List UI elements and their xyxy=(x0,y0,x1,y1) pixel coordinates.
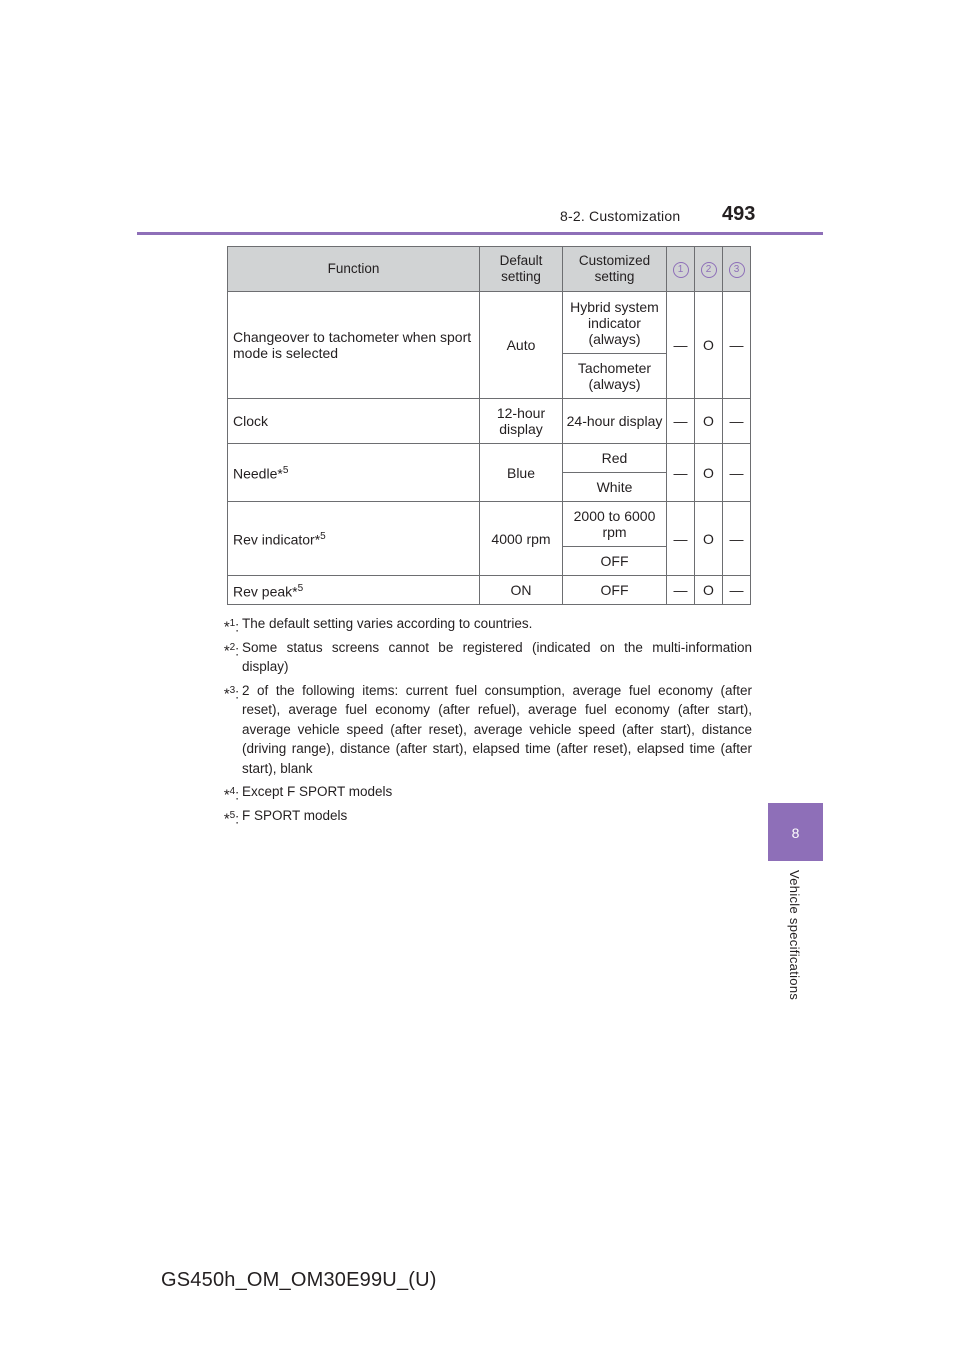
customization-table xyxy=(227,246,751,605)
footnote-text: 2 of the following items: current fuel consumption, average fuel economy (after reset), average fuel economy (after refuel), average fuel economy (after start), average vehicle speed (after reset), average vehicle speed (after start), distance (driving range), distance (after start), elapsed time (after reset), elapsed time (after start), blank xyxy=(242,682,752,776)
col1-cell: — xyxy=(667,502,695,576)
footnote: *$^3$: 2 of the following items: current fuel consumption, average fuel economy (after reset), average fuel economy (after refuel), average fuel economy (after start), average vehicle speed (after reset), average vehicle speed (after start), distance (driving range), distance (after start), elapsed time (after reset), elapsed time (after start), blank xyxy=(212,681,752,779)
footnote-mark: 1 xyxy=(229,618,236,629)
footnote-text: Except F SPORT models xyxy=(242,784,393,799)
footnote-text: Some status screens cannot be registered (indicated on the multi-information display) xyxy=(242,639,752,674)
circled-number-1: 1 xyxy=(673,262,689,278)
table-row xyxy=(228,502,751,547)
col2-cell: O xyxy=(695,399,723,444)
option-cell: OFF xyxy=(563,547,667,576)
footnote-ref: 5 xyxy=(282,465,289,477)
col1-cell: — xyxy=(667,444,695,502)
table-row xyxy=(228,444,751,473)
col2-cell: O xyxy=(695,576,723,605)
default-cell: ON xyxy=(480,576,563,605)
header-rule xyxy=(137,232,823,235)
footnote-mark: 4 xyxy=(229,786,236,797)
footnote: *$^5$: F SPORT models xyxy=(212,806,752,826)
table-row xyxy=(228,576,751,605)
default-cell: Blue xyxy=(480,444,563,502)
section-title: 8-2. Customization xyxy=(560,208,681,224)
footnote-mark: 3 xyxy=(229,684,236,696)
col-header-3 xyxy=(723,247,751,292)
col2-cell: O xyxy=(695,444,723,502)
footnote-ref: 5 xyxy=(320,531,326,543)
option-cell: Hybrid system indicator (always) xyxy=(563,292,667,354)
col3-cell: — xyxy=(723,292,751,399)
col2-cell: O xyxy=(695,502,723,576)
option-cell: OFF xyxy=(563,576,667,605)
col3-cell: — xyxy=(723,576,751,605)
circled-number-2: 2 xyxy=(701,262,717,278)
option-cell: 2000 to 6000 rpm xyxy=(563,502,667,547)
footnote-mark: 2 xyxy=(229,641,236,653)
default-cell: 4000 rpm xyxy=(480,502,563,576)
function-cell: Clock xyxy=(228,399,480,444)
col-header-1 xyxy=(667,247,695,292)
footnotes xyxy=(212,614,752,829)
function-cell: Rev peak*$^5$ xyxy=(228,576,480,605)
col2-cell: O xyxy=(695,292,723,399)
col-header-customized: Customized setting xyxy=(563,247,667,292)
footnote-mark: 5 xyxy=(229,809,236,821)
default-cell: 12-hour display xyxy=(480,399,563,444)
option-cell: White xyxy=(563,473,667,502)
default-cell: Auto xyxy=(480,292,563,399)
col1-cell: — xyxy=(667,399,695,444)
col-header-default: Default setting xyxy=(480,247,563,292)
table-row xyxy=(228,292,751,354)
footnote-text: The default setting varies according to countries. xyxy=(242,616,533,631)
col1-cell: — xyxy=(667,292,695,399)
col3-cell: — xyxy=(723,399,751,444)
footnote: *$^1$: The default setting varies according to countries. xyxy=(212,614,752,634)
option-cell: Tachometer (always) xyxy=(563,354,667,399)
col-header-2 xyxy=(695,247,723,292)
chapter-label: Vehicle specifications xyxy=(787,870,802,1001)
function-cell: Rev indicator*$^5$ xyxy=(228,502,480,576)
function-cell: Needle*$^5$ xyxy=(228,444,480,502)
footnote-ref: 5 xyxy=(297,582,304,594)
function-label: Changeover to tachometer when sport mode is selected xyxy=(233,329,472,361)
col3-cell: — xyxy=(723,502,751,576)
footnote: *$^2$: Some status screens cannot be registered (indicated on the multi-information display) xyxy=(212,638,752,677)
chapter-number: 8 xyxy=(791,825,800,841)
footnote: *$^4$: Except F SPORT models xyxy=(212,782,752,802)
function-label: Rev indicator xyxy=(233,531,315,548)
chapter-tab[interactable] xyxy=(768,803,823,861)
function-cell xyxy=(228,292,480,399)
function-label: Needle xyxy=(233,465,278,482)
table-header-row xyxy=(228,247,751,292)
circled-number-3: 3 xyxy=(729,262,745,278)
col3-cell: — xyxy=(723,444,751,502)
page-number: 493 xyxy=(722,203,756,225)
option-cell: Red xyxy=(563,444,667,473)
option-cell: 24-hour display xyxy=(563,399,667,444)
col-header-function: Function xyxy=(228,247,480,292)
footnote-text: F SPORT models xyxy=(242,807,348,823)
col1-cell: — xyxy=(667,576,695,605)
document-id: GS450h_OM_OM30E99U_(U) xyxy=(161,1269,437,1291)
function-label: Rev peak xyxy=(233,583,293,600)
table-row xyxy=(228,399,751,444)
